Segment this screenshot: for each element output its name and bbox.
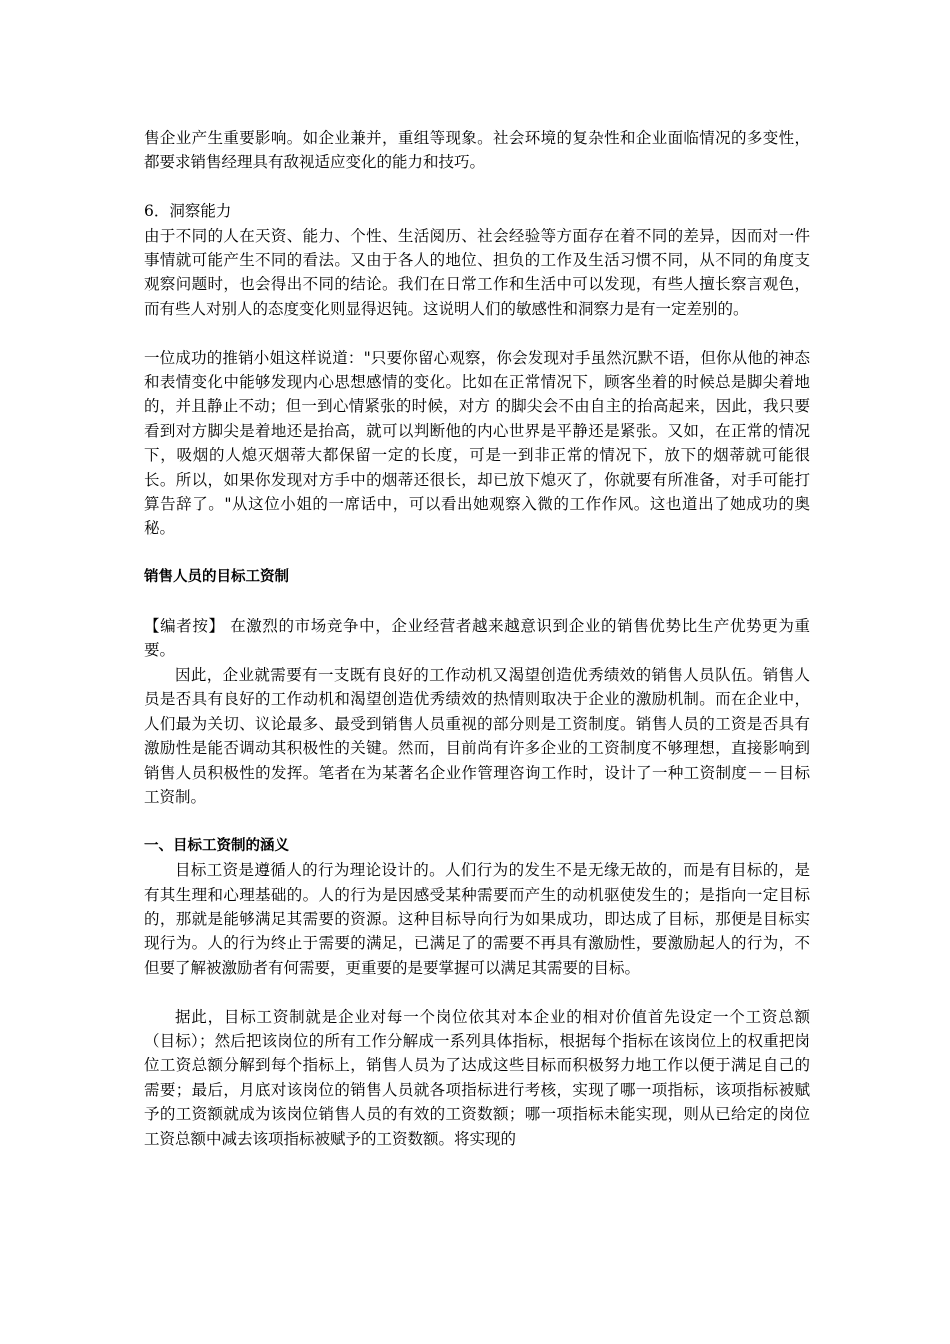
editor-note — [144, 614, 810, 663]
section-title: 销售人员的目标工资制 — [144, 569, 289, 586]
document-page — [144, 126, 810, 1151]
spacer — [144, 321, 810, 345]
spacer — [144, 980, 810, 1004]
spacer — [144, 590, 810, 614]
subsection-paragraph: 据此，目标工资制就是企业对每一个岗位依其对本企业的相对价值首先设定一个工资总额（目标）；然后把该岗位的所有工作分解成一系列具体指标，根据每个指标在该岗位上的权重把岗位工资总额分解到每个指标上，销售人员为了达成这些目标而积极努力地工作以便于满足自己的需要；最后，月底对该岗位的销售人员就各项指标进行考核，实现了哪一项指标，该项指标被赋予的工资额就成为该岗位销售人员的有效的工资数额；哪一项指标未能实现，则从已给定的岗位工资总额中减去该项指标被赋予的工资数额。将实现的 — [144, 1007, 810, 1148]
item-title: 6．洞察能力 — [144, 202, 232, 221]
story-paragraph: 一位成功的推销小姐这样说道："只要你留心观察，你会发现对手虽然沉默不语，但你从他的神态和表情变化中能够发现内心思想感情的变化。比如在正常情况下，顾客坐着的时候总是脚尖着地的，并且静止不动；但一到心情紧张的时候，对方 的脚尖会不由自主的抬高起来，因此，我只要看到对方脚尖是着地还是抬高，就可以判断他的内心世界是平静还是紧张。又如，在正常的情况下，吸烟的人熄灭烟蒂大都保留一定的长度，可是一到非正常的情况下，放下的烟蒂就可能很长。所以，如果你发现对方手中的烟蒂还很长，却已放下熄灭了，你就要有所准备，对手可能打算告辞了。"从这位小姐的一席话中，可以看出她观察入微的工作作风。这也道出了她成功的奥秘。 — [144, 348, 810, 538]
spacer — [144, 175, 810, 199]
subsection-paragraph: 目标工资是遵循人的行为理论设计的。人们行为的发生不是无缘无故的，而是有目标的，是有其生理和心理基础的。人的行为是因感受某种需要而产生的动机驱使发生的；是指向一定目标的，那就是能够满足其需要的资源。这种目标导向行为如果成功，即达成了目标，那便是目标实现行为。人的行为终止于需要的满足，已满足了的需要不再具有激励性，要激励起人的行为，不但要了解被激励者有何需要，更重要的是要掌握可以满足其需要的目标。 — [144, 861, 810, 977]
subsection-title: 一、目标工资制的涵义 — [144, 837, 289, 854]
intro-paragraph: 因此，企业就需要有一支既有良好的工作动机又渴望创造优秀绩效的销售人员队伍。销售人员是否具有良好的工作动机和渴望创造优秀绩效的热情则取决于企业的激励机制。而在企业中，人们最为关切、议论最多、最受到销售人员重视的部分则是工资制度。销售人员的工资是否具有激励性是能否调动其积极性的关键。然而，目前尚有许多企业的工资制度不够理想，直接影响到销售人员积极性的发挥。笔者在为某著名企业作管理咨询工作时，设计了一种工资制度－－目标工资制。 — [144, 665, 810, 806]
editor-tag: 【编者按】 — [144, 617, 225, 636]
spacer — [144, 541, 810, 565]
item-body: 由于不同的人在天资、能力、个性、生活阅历、社会经验等方面存在着不同的差异，因而对一件事情就可能产生不同的看法。又由于各人的地位、担负的工作及生活习惯不同，从不同的角度支观察问题时，也会得出不同的结论。我们在日常工作和生活中可以发现，有些人擅长察言观色，而有些人对别人的态度变化则显得迟钝。这说明人们的敏感性和洞察力是有一定差别的。 — [144, 226, 810, 318]
spacer — [144, 809, 810, 833]
editor-note-text: 在激烈的市场竞争中，企业经营者越来越意识到企业的销售优势比生产优势更为重要。 — [144, 617, 810, 660]
continued-paragraph: 售企业产生重要影响。如企业兼并，重组等现象。社会环境的复杂性和企业面临情况的多变性，都要求销售经理具有敌视适应变化的能力和技巧。 — [144, 129, 810, 172]
